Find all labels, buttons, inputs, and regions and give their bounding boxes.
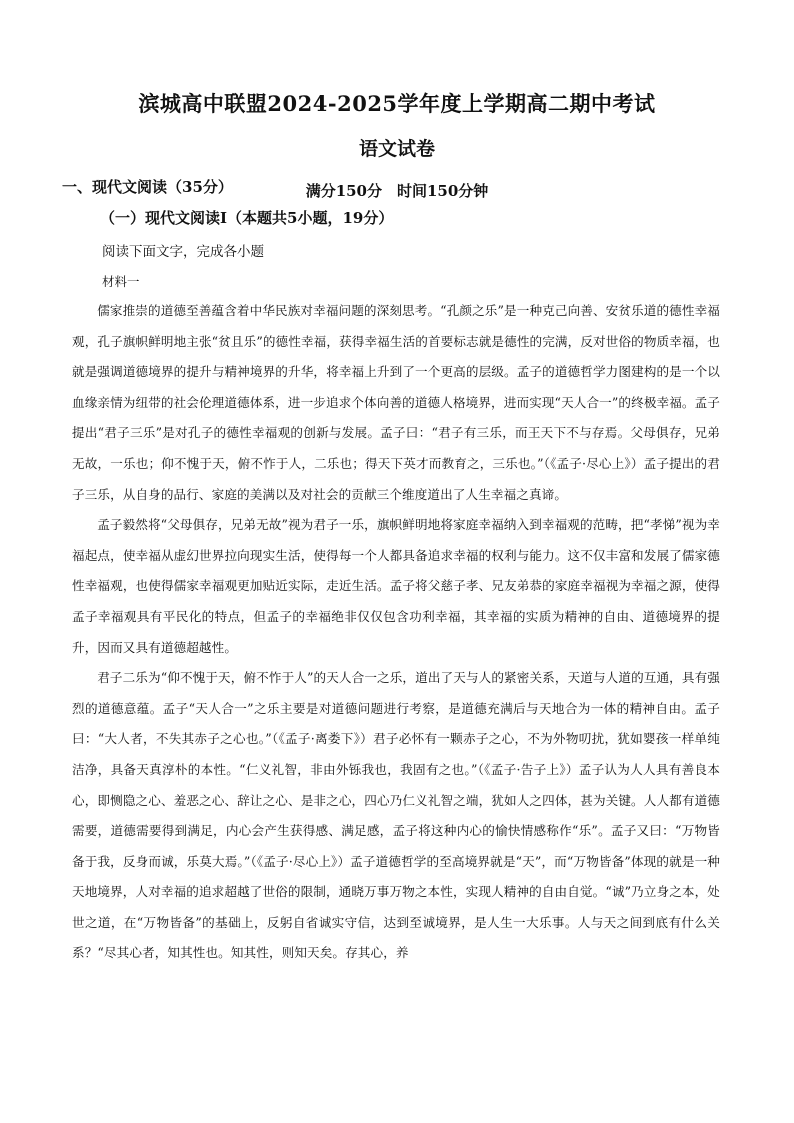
reading-instruction: 阅读下面文字，完成各小题 bbox=[102, 244, 264, 260]
passage-paragraph-2: 孟子毅然将“父母俱存，兄弟无故”视为君子一乐，旗帜鲜明地将家庭幸福纳入到幸福观的范畴，把“孝悌”视为幸福起点，使幸福从虚幻世界拉向现实生活，使得每一个人都具备追求幸福的权利与能力。这不仅丰富和发展了儒家德性幸福观，也使得儒家幸福观更加贴近实际，走近生活。孟子将父慈子孝、兄友弟恭的家庭幸福视为幸福之源，使得孟子幸福观具有平民化的特点，但孟子的幸福绝非仅仅包含功利幸福，其幸福的实质为精神的自由、道德境界的提升，因而又具有道德超越性。 bbox=[72, 517, 720, 655]
material-label: 材料一 bbox=[102, 274, 140, 289]
passage-body bbox=[72, 296, 720, 969]
section-heading: 一、现代文阅读（35分） bbox=[62, 178, 233, 196]
score-time-info: 满分150分 时间150分钟 bbox=[305, 182, 489, 200]
exam-subject: 语文试卷 bbox=[358, 138, 435, 160]
exam-title: 滨城高中联盟2024-2025学年度上学期高二期中考试 bbox=[138, 91, 656, 116]
subsection-heading: （一）现代文阅读Ⅰ（本题共5小题，19分） bbox=[100, 209, 394, 227]
passage-paragraph-1: 儒家推崇的道德至善蕴含着中华民族对幸福问题的深刻思考。“孔颜之乐”是一种克己向善、安贫乐道的德性幸福观，孔子旗帜鲜明地主张“贫且乐”的德性幸福，获得幸福生活的首要标志就是德性的完满，反对世俗的物质幸福，也就是强调道德境界的提升与精神境界的升华，将幸福上升到了一个更高的层级。孟子的道德哲学力图建构的是一个以血缘亲情为纽带的社会伦理道德体系，进一步追求个体向善的道德人格境界，进而实现“天人合一”的终极幸福。孟子提出“君子三乐”是对孔子的德性幸福观的创新与发展。孟子曰：“君子有三乐，而王天下不与存焉。父母俱存，兄弟无故，一乐也；仰不愧于天，俯不怍于人，二乐也；得天下英才而教育之，三乐也。”（《孟子·尽心上》）孟子提出的君子三乐，从自身的品行、家庭的美满以及对社会的贡献三个维度道出了人生幸福之真谛。 bbox=[72, 303, 720, 502]
passage-paragraph-3: 君子二乐为“仰不愧于天，俯不怍于人”的天人合一之乐，道出了天与人的紧密关系，天道与人道的互通，具有强烈的道德意蕴。孟子“天人合一”之乐主要是对道德问题进行考察，是道德充满后与天地合为一体的精神自由。孟子曰：“大人者，不失其赤子之心也。”（《孟子·离娄下》）君子必怀有一颗赤子之心，不为外物叨扰，犹如婴孩一样单纯洁净，具备天真淳朴的本性。“仁义礼智，非由外铄我也，我固有之也。”（《孟子·告子上》）孟子认为人人具有善良本心，即恻隐之心、羞恶之心、辞让之心、是非之心，四心乃仁义礼智之端，犹如人之四体，甚为关键。人人都有道德需要，道德需要得到满足，内心会产生获得感、满足感，孟子将这种内心的愉快情感称作“乐”。孟子又曰：“万物皆备于我，反身而诚，乐莫大焉。”（《孟子·尽心上》）孟子道德哲学的至高境界就是“天”，而“万物皆备”体现的就是一种天地境界，人对幸福的追求超越了世俗的限制，通晓万事万物之本性，实现人精神的自由自觉。“诚”乃立身之本，处世之道，在“万物皆备”的基础上，反躬自省诚实守信，达到至诚境界，是人生一大乐事。人与天之间到底有什么关系？“尽其心者，知其性也。知其性，则知天矣。存其心，养 bbox=[72, 670, 720, 961]
